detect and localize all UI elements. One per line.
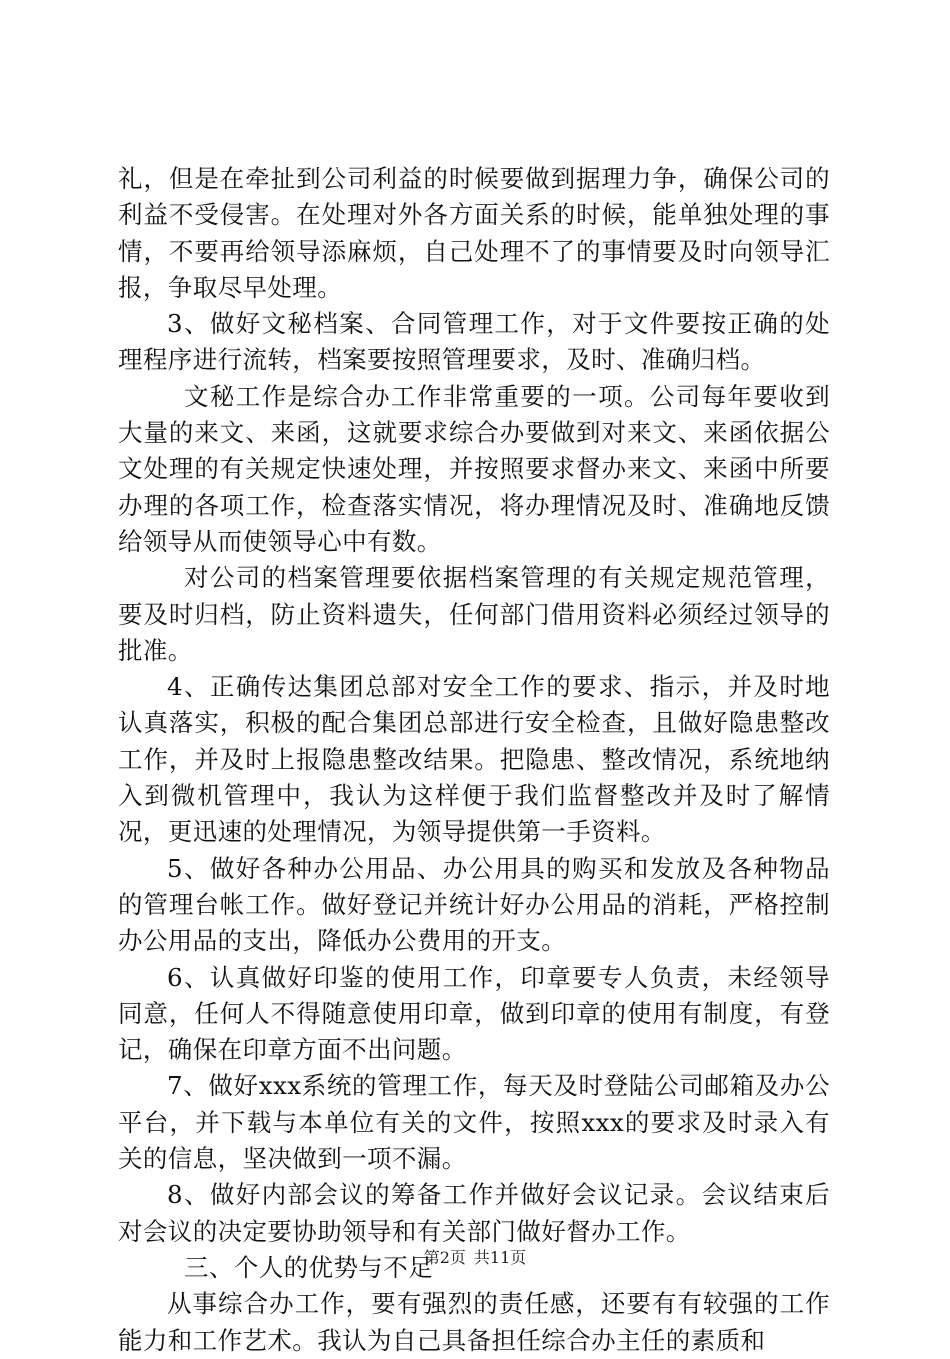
paragraph-continuation: 礼，但是在牵扯到公司利益的时候要做到据理力争，确保公司的利益不受侵害。在处理对外各方面关系的时候，能单独处理的事情，不要再给领导添麻烦，自己处理不了的事情要及时向领导汇报，争取尽早处理。 (118, 164, 830, 302)
document-body (118, 161, 830, 1359)
paragraph-secretarial-work: 文秘工作是综合办工作非常重要的一项。公司每年要收到大量的来文、来函，这就要求综合办要做到对来文、来函依据公文处理的有关规定快速处理，并按照要求督办来文、来函中所要办理的各项工作，检查落实情况，将办理情况及时、准确地反馈给领导从而使领导心中有数。 (118, 381, 830, 556)
paragraph-item-3: 3、做好文秘档案、合同管理工作，对于文件要按正确的处理程序进行流转，档案要按照管理要求，及时、准确归档。 (118, 309, 830, 375)
paragraph-strengths: 从事综合办工作，要有强烈的责任感，还要有有较强的工作能力和工作艺术。我认为自己具备担任综合办主任的素质和 (118, 1289, 830, 1355)
paragraph-item-5: 5、做好各种办公用品、办公用具的购买和发放及各种物品的管理台帐工作。做好登记并统计好办公用品的消耗，严格控制办公用品的支出，降低办公费用的开支。 (118, 853, 830, 956)
page-footer (0, 1245, 950, 1268)
section-heading: 三、个人的优势与不足 (184, 1252, 433, 1282)
paragraph-item-8: 8、做好内部会议的筹备工作并做好会议记录。会议结束后对会议的决定要协助领导和有关部门做好督办工作。 (118, 1180, 830, 1246)
paragraph-item-7: 7、做好xxx系统的管理工作，每天及时登陆公司邮箱及办公平台，并下载与本单位有关的文件，按照xxx的要求及时录入有关的信息，坚决做到一项不漏。 (118, 1071, 830, 1174)
paragraph-archive-management: 对公司的档案管理要依据档案管理的有关规定规范管理，要及时归档，防止资料遗失，任何部门借用资料必须经过领导的批准。 (118, 563, 830, 665)
page-number: 第2页 (423, 1248, 466, 1267)
paragraph-item-4: 4、正确传达集团总部对安全工作的要求、指示，并及时地认真落实，积极的配合集团总部进行安全检查，且做好隐患整改工作，并及时上报隐患整改结果。把隐患、整改情况，系统地纳入到微机管理中，我认为这样便于我们监督整改并及时了解情况，更迅速的处理情况，为领导提供第一手资料。 (118, 672, 830, 847)
paragraph-item-6: 6、认真做好印鉴的使用工作，印章要专人负责，未经领导同意，任何人不得随意使用印章，做到印章的使用有制度，有登记，确保在印章方面不出问题。 (118, 962, 830, 1065)
page-total: 共11页 (473, 1248, 527, 1267)
